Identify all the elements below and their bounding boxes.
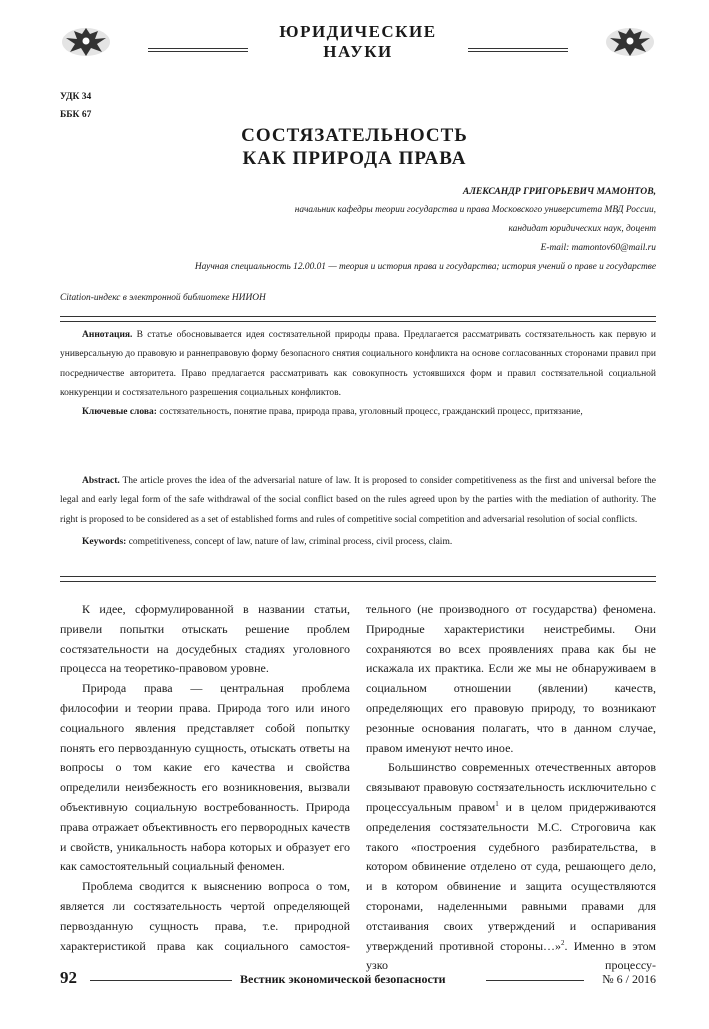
section-divider [60, 576, 656, 582]
footer-rule [90, 980, 232, 981]
abstract-ru [60, 326, 656, 422]
keywords-en-paragraph [60, 533, 656, 552]
author-position: начальник кафедры теории государства и права Московского университета МВД России, [294, 205, 656, 215]
title-line: СОСТЯЗАТЕЛЬНОСТЬ [241, 125, 468, 146]
keywords-ru-paragraph [60, 403, 656, 422]
footnote-ref[interactable]: 1 [495, 799, 499, 808]
abstract-en [60, 472, 656, 552]
abstract-ru-paragraph [60, 326, 656, 403]
keywords-en-label: Keywords: [82, 536, 127, 547]
abstract-ru-label: Аннотация. [82, 330, 133, 340]
running-header [60, 22, 656, 61]
body-text: Большинство современных отечественных авторов связывают правовую состязательность исключительно с процессуальным правом [366, 760, 656, 814]
author-email: E-mail: mamontov60@mail.ru [540, 243, 656, 253]
abstract-en-paragraph [60, 472, 656, 530]
citation-note: Citation-индекс в электронной библиотеке НИИОН [60, 293, 266, 303]
body-paragraph: тельного (не производного от государства) феномена. Природные характеристики неистребимы. Они сохраняются во всех проявлениях права как бы не искажала их практика. Если же мы не обнаруживаем в социальном отношении (явлении) качеств, определяющих его правовую природу, то возникают резонные основания полагать, что в данном случае, правом именуют нечто иное. [366, 602, 656, 755]
running-footer [60, 968, 656, 992]
udk-code: УДК 34 [60, 92, 92, 102]
author-name: АЛЕКСАНДР ГРИГОРЬЕВИЧ МАМОНТОВ, [462, 186, 656, 197]
body-paragraph: Природа права — центральная проблема философии и теории права. Природа того или иного социального явления представляет собой попытку понять его первозданную сущность, отыскать ответы на вопросы о том какие его качества и свойства определили неизбежность его возникновения, вызвали объективную социальную востребованность. Природа права отражает объективность его первородных качеств и свойств, уникальность набора которых и образует его как самостоятельный социальный феномен. [60, 681, 350, 874]
author-degree: кандидат юридических наук, доцент [508, 224, 656, 234]
body-text: и в целом придерживаются определения состязательности М.С. Строговича как такого «построения судебного разбирательства, в котором обвинение отделено от суда, решающего дело, и в котором обвинение и защита осуществляются сторонами, наделенными равными правами для отстаивания своих утверждений и оспаривания утверждений противной стороны…» [366, 799, 656, 953]
issue-number: № 6 / 2016 [602, 972, 656, 986]
keywords-ru-label: Ключевые слова: [82, 407, 157, 418]
keywords-ru-text: состязательность, понятие права, природа права, уголовный процесс, гражданский процесс, притязание, [156, 407, 583, 418]
footer-rule [486, 980, 584, 981]
body-paragraph [366, 758, 656, 976]
body-column-right [366, 600, 656, 976]
body-paragraph: К идее, сформулированной в названии статьи, привели попытки отыскать решение проблем состязательности на досудебных стадиях уголовного процесса на теоретико-правовом уровне. [60, 602, 350, 676]
abstract-en-label: Abstract. [82, 476, 120, 486]
specialty: Научная специальность 12.00.01 — теория и история права и государства; история учений о праве и государстве [194, 262, 656, 272]
article-title [0, 124, 709, 170]
eagle-emblem-icon [604, 22, 656, 60]
title-line: КАК ПРИРОДА ПРАВА [242, 148, 467, 169]
author-info [195, 182, 656, 277]
section-divider [60, 316, 656, 322]
body-column-left [60, 600, 350, 956]
abstract-en-text: The article proves the idea of the adversarial nature of law. It is proposed to consider competitiveness as the first and universal before the legal and early legal form of the safe withdrawal of the social conflict based on the rules agreed upon by the parties with the mediation of authority. The right is proposed to be considered as a set of established forms and rules of competitive social competition and adversarial resolution of social conflicts. [60, 476, 656, 525]
bbk-code: ББК 67 [60, 110, 92, 120]
abstract-ru-text: В статье обосновывается идея состязательной природы права. Предлагается рассматривать состязательность как первую и универсальную до правовую и раннеправовую форму безопасного снятия социального конфликта на основе согласованных сторонами правил при посредничестве авторитета. Право предлагается рассматривать как совокупность устоявшихся форм и правил состязательной социальной конкуренции и состязательного разрешения социальных конфликтов. [60, 330, 656, 398]
body-text: . Именно в этом узко процессу- [366, 938, 656, 973]
section-title: ЮРИДИЧЕСКИЕ НАУКИ [248, 22, 468, 62]
journal-name: Вестник экономической безопасности [240, 972, 446, 986]
eagle-emblem-icon [60, 22, 112, 60]
body-paragraph: Проблема сводится к выяснению вопроса о том, является ли состязательность чертой определяющей первозданную сущность права, т.е. природной характеристикой права как социального самостоя- [60, 879, 350, 953]
article-body [60, 600, 656, 973]
keywords-en-text: competitiveness, concept of law, nature of law, criminal process, civil process, claim. [126, 536, 453, 547]
footnote-ref[interactable]: 2 [561, 938, 565, 947]
page-number: 92 [60, 968, 77, 987]
